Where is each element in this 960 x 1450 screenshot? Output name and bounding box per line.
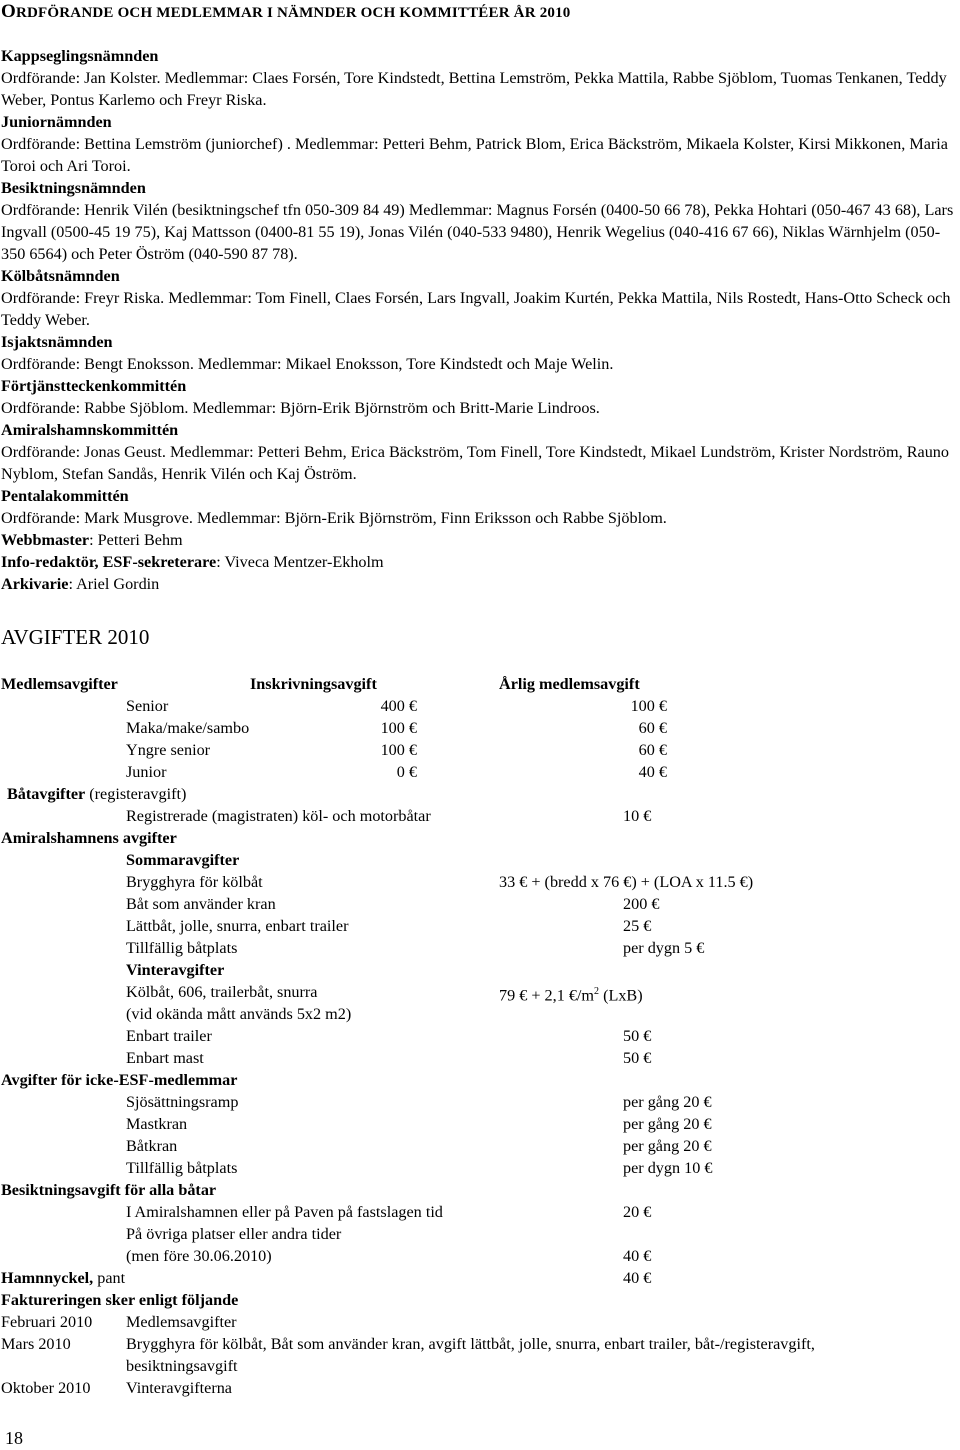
committee-junior [1, 111, 959, 177]
fee-label: Lättbåt, jolle, snurra, enbart trailer [126, 917, 349, 935]
fee-label: Brygghyra för kölbåt [126, 873, 263, 891]
committee-members: Ordförande: Rabbe Sjöblom. Medlemmar: Björn-Erik Björnström och Britt-Marie Lindroos. [1, 399, 600, 417]
registration-fee: 400 € [380, 697, 417, 715]
committee-members: Ordförande: Jan Kolster. Medlemmar: Claes Forsén, Tore Kindstedt, Bettina Lemström, Pekka Mattila, Rabbe Sjöblom, Tuomas Tenkanen, Teddy Weber, Pontus Karlemo och Freyr Riska. [1, 69, 947, 109]
billing-items: Medlemsavgifter [126, 1313, 237, 1331]
role-archivist [1, 573, 959, 595]
fee-label: Enbart mast [126, 1049, 204, 1067]
harbour-fees-heading: Amiralshamnens avgifter [1, 829, 177, 847]
registration-fee: 100 € [380, 741, 417, 759]
committee-kappsegling [1, 45, 959, 111]
committee-isjakt [1, 331, 959, 375]
member-type: Junior [126, 763, 167, 781]
billing-items: Brygghyra för kölbåt, Båt som använder kran, avgift lättbåt, jolle, snurra, enbart trailer, båt-/registeravgift, [126, 1335, 815, 1353]
fee-value: 50 € [623, 1049, 652, 1067]
committee-members: Ordförande: Mark Musgrove. Medlemmar: Björn-Erik Björnström, Finn Eriksson och Rabbe Sjöblom. [1, 509, 667, 527]
fee-value: per gång 20 € [623, 1093, 712, 1111]
annual-fee: 60 € [638, 741, 667, 759]
committee-name: Isjaktsnämnden [1, 333, 113, 351]
fee-value: 40 € [623, 1269, 652, 1287]
committee-members: Ordförande: Jonas Geust. Medlemmar: Petteri Behm, Erica Bäckström, Tom Finell, Tore Kindstedt, Mikael Lundström, Krister Nordström, Rauno Nyblom, Stefan Sandås, Henrik Vilén och Kaj Öström. [1, 443, 949, 483]
fee-label: Sjösättningsramp [126, 1093, 239, 1111]
role-person: : Ariel Gordin [68, 575, 160, 593]
fee-value [499, 981, 643, 1003]
member-type: Maka/make/sambo [126, 719, 250, 737]
member-type: Yngre senior [126, 741, 211, 759]
inspection-fees-heading: Besiktningsavgift för alla båtar [1, 1181, 217, 1199]
committee-amiralshamn [1, 419, 959, 485]
fee-value: per gång 20 € [623, 1137, 712, 1155]
fees-col-annual: Årlig medlemsavgift [499, 675, 640, 693]
committee-besiktning [1, 177, 959, 265]
fee-label: Enbart trailer [126, 1027, 212, 1045]
role-info-editor [1, 551, 959, 573]
annual-fee: 60 € [638, 719, 667, 737]
boat-fees-heading [7, 783, 186, 805]
page-heading [1, 1, 571, 23]
boat-fees-rest: (registeravgift) [85, 785, 187, 803]
fee-value-unit: (LxB) [599, 986, 643, 1005]
fee-value: 40 € [623, 1247, 652, 1265]
nonmember-fees-heading: Avgifter för icke-ESF-medlemmar [1, 1071, 238, 1089]
fee-label: Kölbåt, 606, trailerbåt, snurra [126, 983, 318, 1001]
billing-month: Oktober 2010 [1, 1379, 91, 1397]
member-type: Senior [126, 697, 169, 715]
fees-col-registration: Inskrivningsavgift [250, 675, 377, 693]
committee-members: Ordförande: Bengt Enoksson. Medlemmar: Mikael Enoksson, Tore Kindstedt och Maje Welin. [1, 355, 614, 373]
committee-members: Ordförande: Bettina Lemström (juniorchef) . Medlemmar: Petteri Behm, Patrick Blom, Erica Bäckström, Mikaela Kolster, Kirsi Mikkonen, Maria Toroi och Ari Toroi. [1, 135, 948, 175]
fee-label: Tillfällig båtplats [126, 1159, 238, 1177]
billing-items-continued: besiktningsavgift [126, 1357, 238, 1375]
committee-fortjanst [1, 375, 959, 419]
fee-value: 20 € [623, 1203, 652, 1221]
committee-pentala [1, 485, 959, 529]
registration-fee: 0 € [396, 763, 417, 781]
page-number: 18 [5, 1428, 23, 1448]
fee-label: Registrerade (magistraten) köl- och motorbåtar [126, 807, 431, 825]
boat-fees-bold: Båtavgifter [7, 785, 86, 803]
fee-note: (vid okända mått används 5x2 m2) [126, 1005, 352, 1023]
fee-value: 50 € [623, 1027, 652, 1045]
billing-month: Mars 2010 [1, 1335, 71, 1353]
fee-label: Båt som använder kran [126, 895, 276, 913]
committee-name: Besiktningsnämnden [1, 179, 146, 197]
winter-fees-heading: Vinteravgifter [126, 961, 225, 979]
fee-value: 200 € [623, 895, 660, 913]
billing-heading: Faktureringen sker enligt följande [1, 1291, 239, 1309]
fee-label: I Amiralshamnen eller på Paven på fastslagen tid [126, 1203, 443, 1221]
committee-name: Amiralshamnskommittén [1, 421, 179, 439]
fees-col-membership: Medlemsavgifter [1, 675, 118, 693]
heading-initial: O [1, 1, 16, 22]
fee-value: per dygn 10 € [623, 1159, 713, 1177]
fee-label: Mastkran [126, 1115, 188, 1133]
committee-name: Kölbåtsnämnden [1, 267, 120, 285]
role-webmaster [1, 529, 959, 551]
annual-fee: 100 € [630, 697, 667, 715]
billing-items: Vinteravgifterna [126, 1379, 232, 1397]
fee-value: per gång 20 € [623, 1115, 712, 1133]
fee-value: 10 € [623, 807, 652, 825]
harbour-key-bold: Hamnnyckel, [1, 1269, 94, 1287]
fee-value-main: 79 € + 2,1 €/m [499, 986, 595, 1005]
annual-fee: 40 € [638, 763, 667, 781]
committee-members: Ordförande: Freyr Riska. Medlemmar: Tom Finell, Claes Forsén, Lars Ingvall, Joakim Kurtén, Pekka Mattila, Nils Rostedt, Hans-Otto Scheck och Teddy Weber. [1, 289, 951, 329]
fee-label: Båtkran [126, 1137, 178, 1155]
role-title: Arkivarie [1, 575, 69, 593]
heading-rest: RDFÖRANDE OCH MEDLEMMAR I NÄMNDER OCH KOMMITTÉER ÅR 2010 [15, 5, 571, 21]
billing-month: Februari 2010 [1, 1313, 93, 1331]
fee-value: 25 € [623, 917, 652, 935]
fee-label-continued: (men före 30.06.2010) [126, 1247, 272, 1265]
fees-title: AVGIFTER 2010 [1, 625, 150, 649]
role-title: Info-redaktör, ESF-sekreterare [1, 553, 217, 571]
role-person: : Petteri Behm [89, 531, 183, 549]
harbour-key-rest: pant [93, 1269, 126, 1287]
committee-name: Kappseglingsnämnden [1, 47, 159, 65]
committee-kolbat [1, 265, 959, 331]
harbour-key-label [1, 1267, 125, 1289]
fee-value: per dygn 5 € [623, 939, 705, 957]
fee-label: På övriga platser eller andra tider [126, 1225, 342, 1243]
role-person: : Viveca Mentzer-Ekholm [216, 553, 384, 571]
summer-fees-heading: Sommaravgifter [126, 851, 240, 869]
committee-name: Pentalakommittén [1, 487, 129, 505]
fee-label: Tillfällig båtplats [126, 939, 238, 957]
role-title: Webbmaster [1, 531, 90, 549]
committee-members: Ordförande: Henrik Vilén (besiktningschef tfn 050-309 84 49) Medlemmar: Magnus Forsén (0400-50 66 78), Pekka Hohtari (050-467 43 68), Lars Ingvall (0500-45 19 75), Kaj Mattsson (0400-81 55 19), Jonas Vilén (040-533 9480), Henrik Wegelius (040-416 67 66), Niklas Wärnhjelm (050-350 6564) och Peter Öström (040-590 87 78). [1, 201, 954, 263]
fee-value-superscript: 2 [594, 986, 600, 997]
fee-value: 33 € + (bredd x 76 €) + (LOA x 11.5 €) [499, 873, 754, 891]
committee-name: Juniornämnden [1, 113, 112, 131]
committee-name: Förtjänstteckenkommittén [1, 377, 187, 395]
registration-fee: 100 € [380, 719, 417, 737]
